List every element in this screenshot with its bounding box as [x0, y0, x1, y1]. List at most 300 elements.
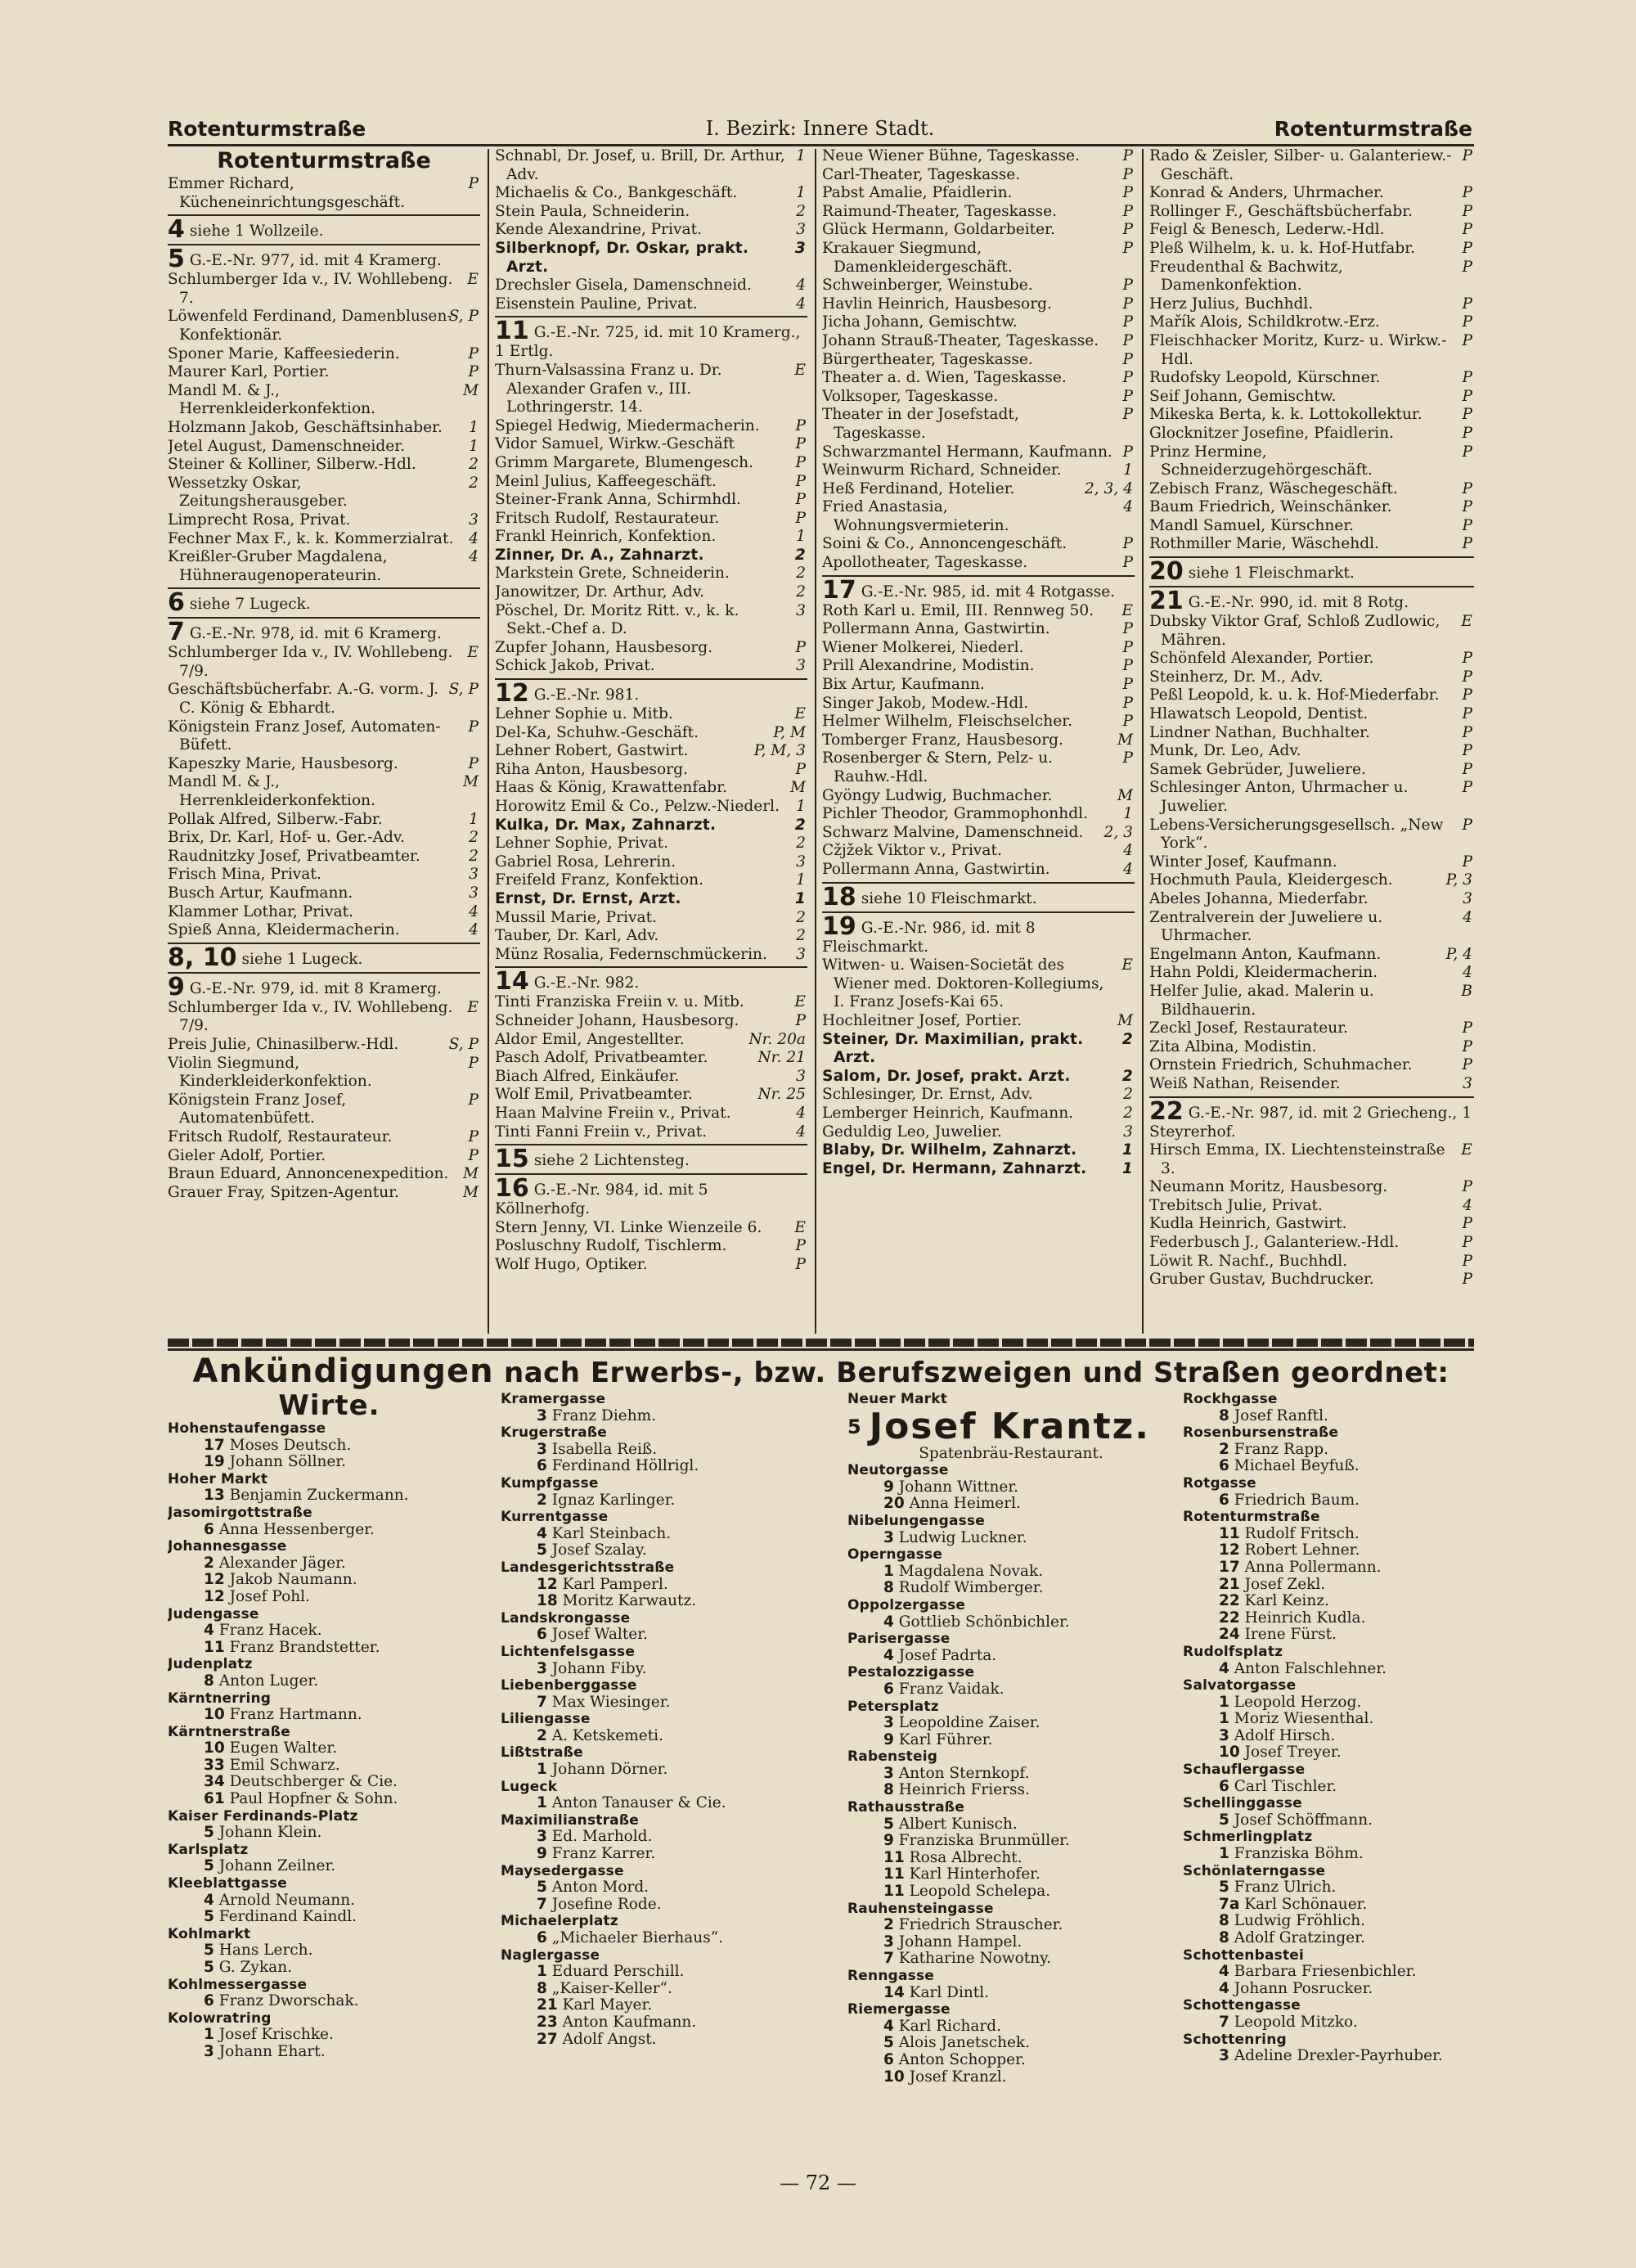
ad-street-name: Hohenstaufengasse [168, 1420, 326, 1437]
ad-house-number: 14 [883, 1983, 905, 2001]
house-note: G.-E.-Nr. 984, id. mit 5 Köllnerhofg. [495, 1181, 708, 1218]
ad-street-name: Rockhgasse [1183, 1391, 1278, 1407]
entry-floor-mark: 2 [796, 565, 806, 583]
entry-floor-mark: 2 [796, 583, 806, 601]
ad-street-name: Naglergasse [501, 1946, 600, 1964]
entry-text: Pleß Wilhelm, k. u. k. Hof-Hutfabr. [1149, 239, 1416, 257]
directory-entry [822, 388, 1135, 407]
directory-entry [1149, 388, 1474, 407]
ad-listing [1183, 2014, 1474, 2032]
entry-floor-mark: 2 [1123, 1104, 1133, 1122]
ad-house-number: 8 [1219, 1929, 1229, 1946]
ad-house-number: 33 [204, 1756, 225, 1774]
ad-house-number: 5 [883, 2034, 894, 2052]
entry-floor-mark: M [462, 1183, 479, 1201]
entry-floor-mark: P [1462, 498, 1472, 516]
house-note: G.-E.-Nr. 987, id. mit 2 Griecheng., 1 Steyrerhof. [1149, 1104, 1472, 1141]
ad-house-number: 6 [204, 1520, 214, 1538]
entry-floor-mark: P [795, 453, 806, 471]
entry-floor-mark: 3 [796, 601, 806, 619]
ad-house-number: 17 [1219, 1558, 1240, 1576]
entry-floor-mark: 1 [794, 889, 806, 907]
entry-text: Kulka, Dr. Max, Zahnarzt. [495, 816, 717, 834]
ad-street-name: Johannesgasse [168, 1538, 287, 1555]
entry-floor-mark: 4 [1123, 860, 1133, 878]
entry-text: Mařík Alois, Schildkrotw.-Erz. [1149, 313, 1380, 331]
directory-entry [1149, 369, 1474, 388]
house-number-header [168, 588, 480, 618]
ad-name: Leopold Herzog. [1234, 1693, 1362, 1711]
ad-listing [847, 1715, 1175, 1732]
directory-entry [822, 1141, 1135, 1160]
directory-entry [822, 1160, 1135, 1179]
ad-listing [1183, 1458, 1474, 1475]
ad-street-name: Neuer Markt [847, 1391, 948, 1407]
directory-entry [495, 742, 807, 761]
directory-column-1 [168, 147, 480, 1335]
directory-entry [822, 461, 1135, 480]
entry-floor-mark: E [794, 1218, 806, 1236]
entry-text: Braun Eduard, Annoncenexpedition. [168, 1165, 449, 1183]
ad-house-number: 5 [204, 1857, 214, 1875]
entry-text: Wolf Hugo, Optiker. [495, 1255, 648, 1273]
directory-entry [168, 1055, 480, 1091]
ad-name: Franz Brandstetter. [229, 1638, 380, 1656]
entry-floor-mark: P [1462, 1234, 1472, 1252]
directory-entry [495, 602, 807, 639]
entry-floor-mark: P [1462, 369, 1472, 387]
ad-name: Eugen Walter. [229, 1739, 338, 1757]
ad-street-name: Rotenturmstraße [1183, 1509, 1320, 1526]
entry-floor-mark: Nr. 21 [757, 1049, 806, 1067]
entry-separator [168, 587, 480, 589]
ad-street-name: Schellinggasse [1183, 1795, 1302, 1812]
directory-entry [822, 313, 1135, 332]
directory-entry [168, 271, 480, 308]
entry-text: Vidor Samuel, Wirkw.-Geschäft [495, 435, 735, 453]
column-divider [815, 149, 816, 1334]
entry-floor-mark: P [1462, 1178, 1472, 1196]
directory-entry [495, 853, 807, 872]
ad-name: Josef Ranftl. [1234, 1406, 1328, 1424]
ad-listing [847, 1782, 1175, 1799]
directory-entry [168, 999, 480, 1036]
directory-entry [495, 565, 807, 583]
entry-text: Johann Strauß-Theater, Tageskasse. [822, 331, 1099, 349]
directory-entry [168, 921, 480, 940]
entry-text: Lebens-Versicherungsgesellsch. „New York“. [1149, 816, 1444, 853]
entry-floor-mark: P [1462, 1271, 1472, 1289]
entry-floor-mark: Nr. 25 [757, 1086, 806, 1104]
directory-entry [168, 681, 480, 718]
ads-heading-rest: nach Erwerbs-, bzw. Berufszweigen und Straßen geordnet: [503, 1357, 1449, 1389]
ad-name: Gottlieb Schönbichler. [898, 1613, 1070, 1631]
entry-text: Schlesinger Anton, Uhrmacher u. Juwelier. [1149, 779, 1409, 815]
featured-house-number: 5 [847, 1415, 863, 1438]
directory-column-3 [822, 147, 1135, 1335]
directory-entry [822, 749, 1135, 786]
ad-street-name: Kohlmarkt [168, 1925, 251, 1942]
directory-entry [822, 695, 1135, 713]
entry-text: Salom, Dr. Josef, prakt. Arzt. [822, 1067, 1071, 1085]
entry-floor-mark: 1 [1121, 1141, 1133, 1159]
entry-text: Roth Karl u. Emil, III. Rennweg 50. [822, 601, 1094, 619]
directory-entry [822, 824, 1135, 843]
ad-house-number: 3 [883, 1528, 894, 1546]
ad-house-number: 1 [537, 1761, 547, 1779]
house-number: 4 [168, 215, 185, 245]
house-number-header [495, 1145, 807, 1174]
entry-text: Neumann Moritz, Hausbesorg. [1149, 1178, 1388, 1196]
ad-street-name: Kärntnerstraße [168, 1723, 290, 1740]
ad-house-number: 20 [883, 1495, 905, 1513]
entry-floor-mark: P [1122, 676, 1133, 694]
ad-name: Karl Keinz. [1244, 1592, 1329, 1610]
entry-floor-mark: E [467, 271, 479, 289]
entry-floor-mark: P, M [773, 723, 806, 741]
ad-house-number: 5 [204, 1959, 214, 1976]
ad-house-number: 2 [1219, 1440, 1229, 1458]
house-note: siehe 1 Lugeck. [241, 950, 363, 968]
ad-house-number: 5 [204, 1942, 214, 1960]
ad-listing [1183, 1981, 1474, 1998]
ad-listing [501, 1627, 821, 1644]
ad-name: Isabella Reiß. [551, 1440, 658, 1458]
entry-text: Dubsky Viktor Graf, Schloß Zudlowic, Mähren. [1149, 613, 1440, 649]
directory-entry [822, 1012, 1135, 1031]
entry-floor-mark: P, M, 3 [753, 742, 806, 760]
directory-entry [495, 1105, 807, 1123]
directory-entry [495, 583, 807, 602]
entry-floor-mark: 3 [796, 945, 806, 963]
entry-text: Steiner, Dr. Maximilian, prakt. Arzt. [822, 1030, 1084, 1067]
ad-name: Adolf Gratzinger. [1234, 1929, 1365, 1946]
entry-text: Bix Artur, Kaufmann. [822, 676, 985, 694]
ad-listing [168, 1640, 491, 1657]
ad-listing [1183, 1930, 1474, 1947]
ad-house-number: 8 [537, 1979, 547, 1997]
ad-listing [168, 1707, 491, 1724]
ad-name: Anton Tanauser & Cie. [551, 1794, 726, 1812]
ad-name: Josef Krischke. [218, 2026, 334, 2044]
featured-name: Josef Krantz. [869, 1405, 1150, 1447]
house-note: siehe 1 Wollzeile. [189, 223, 324, 241]
ad-name: Leopoldine Zaiser. [898, 1714, 1040, 1732]
entry-text: Helfer Julie, akad. Malerin u. Bildhauerin. [1149, 982, 1374, 1019]
ad-listing [1183, 1711, 1474, 1728]
entry-text: Baum Friedrich, Weinschänker. [1149, 498, 1392, 516]
entry-text: Rudofsky Leopold, Kürschner. [1149, 369, 1381, 387]
ad-street-name: Judenplatz [168, 1656, 253, 1673]
ad-house-number: 7 [537, 1693, 547, 1711]
entry-floor-mark: P [1462, 479, 1472, 497]
directory-entry [822, 861, 1135, 880]
directory-entry [495, 528, 807, 547]
ad-house-number: 4 [1219, 1963, 1229, 1981]
entry-floor-mark: M [462, 773, 479, 791]
ad-name: Johann Klein. [218, 1824, 322, 1842]
entry-floor-mark: 1 [469, 418, 479, 436]
ad-name: Josef Kranzl. [909, 2068, 1007, 2086]
ad-house-number: 10 [1219, 1744, 1240, 1762]
entry-floor-mark: P [1462, 816, 1472, 834]
ad-name: Johann Wittner. [898, 1478, 1019, 1496]
entry-text: Königstein Franz Josef, Automatenbüfett. [168, 1091, 347, 1127]
directory-entry [1149, 203, 1474, 222]
directory-entry [822, 1031, 1135, 1068]
entry-text: Jetel August, Damenschneider. [168, 437, 406, 455]
entry-text: Preis Julie, Chinasilberw.-Hdl. [168, 1035, 399, 1053]
ad-house-number: 5 [1219, 1811, 1229, 1829]
entry-text: Hirsch Emma, IX. Liechtensteinstraße 3. [1149, 1141, 1445, 1177]
ad-name: Leopold Mitzko. [1234, 2013, 1358, 2031]
ad-name: Eduard Perschill. [551, 1963, 685, 1981]
directory-entry [822, 203, 1135, 222]
entry-floor-mark: P [1122, 147, 1133, 164]
entry-text: Klammer Lothar, Privat. [168, 902, 354, 920]
house-note: G.-E.-Nr. 986, id. mit 8 Fleischmarkt. [822, 919, 1036, 956]
directory-entry [1149, 817, 1474, 853]
directory-entry [1149, 295, 1474, 314]
ad-street-name: Neutorgasse [847, 1462, 949, 1479]
ad-listing [501, 1492, 821, 1510]
entry-text: Raimund-Theater, Tageskasse. [822, 202, 1058, 220]
ad-name: Ed. Marhold. [551, 1828, 653, 1846]
ad-name: Johann Fiby. [551, 1659, 647, 1677]
ad-street-name: Rotgasse [1183, 1474, 1256, 1492]
entry-text: Prill Alexandrine, Modistin. [822, 657, 1035, 675]
entry-text: Pichler Theodor, Grammophonhdl. [822, 805, 1088, 823]
entry-text: Kudla Heinrich, Gastwirt. [1149, 1215, 1347, 1233]
entry-floor-mark: 1 [796, 184, 806, 202]
house-note: G.-E.-Nr. 985, id. mit 4 Rotgasse. [861, 583, 1116, 601]
entry-floor-mark: M [462, 1165, 479, 1183]
entry-text: Schweinberger, Weinstube. [822, 277, 1033, 295]
directory-entry [168, 1091, 480, 1128]
entry-floor-mark: P [1462, 295, 1472, 313]
entry-separator [495, 1173, 807, 1175]
entry-text: Federbusch J., Galanteriew.-Hdl. [1149, 1234, 1400, 1252]
ad-house-number: 5 [204, 1824, 214, 1842]
ad-listing [501, 1930, 821, 1947]
directory-entry [822, 713, 1135, 731]
house-number-header [495, 679, 807, 709]
ad-name: „Michaeler Bierhaus“. [551, 1929, 724, 1946]
ad-name: Moriz Wiesenthal. [1234, 1710, 1374, 1728]
entry-separator [1149, 586, 1474, 587]
entry-floor-mark: E [1121, 956, 1133, 974]
entry-floor-mark: P [1462, 221, 1472, 239]
ad-listing [847, 1850, 1175, 1867]
ad-street-name: Operngasse [847, 1546, 943, 1564]
entry-floor-mark: P [1122, 638, 1133, 656]
entry-floor-mark: P [468, 1054, 479, 1072]
ad-listing [168, 1757, 491, 1775]
entry-text: Geschäftsbücherfabr. A.-G. vorm. J. C. König & Ebhardt. [168, 681, 439, 718]
house-number-header [1149, 557, 1474, 587]
directory-entry [822, 240, 1135, 277]
entry-text: Königstein Franz Josef, Automaten-Büfett. [168, 718, 441, 754]
house-note: siehe 10 Fleischmarkt. [861, 889, 1037, 907]
ad-listing [1183, 1913, 1474, 1930]
ad-listing [847, 1530, 1175, 1547]
ad-street-name: Parisergasse [847, 1631, 951, 1648]
entry-floor-mark: P [1122, 184, 1133, 202]
entry-floor-mark: 4 [796, 1104, 806, 1122]
entry-floor-mark: P [1122, 620, 1133, 638]
entry-text: Weinwurm Richard, Schneider. [822, 461, 1062, 479]
entry-text: Aldor Emil, Angestellter. [495, 1030, 685, 1048]
entry-text: Rollinger F., Geschäftsbücherfabr. [1149, 202, 1414, 220]
ad-listing [168, 1740, 491, 1757]
directory-entry [168, 438, 480, 457]
directory-entry [168, 548, 480, 585]
entry-floor-mark: E [1461, 613, 1472, 631]
entry-floor-mark: M [1117, 731, 1133, 749]
directory-entry [495, 240, 807, 277]
ad-street-name: Liebenberggasse [501, 1677, 637, 1694]
ad-listing [847, 2035, 1175, 2052]
entry-floor-mark: E [467, 644, 479, 662]
house-number-header [168, 972, 480, 1001]
directory-entry [168, 345, 480, 364]
ad-listing [501, 1593, 821, 1610]
ad-listing [168, 1487, 491, 1505]
directory-entry [495, 1086, 807, 1105]
directory-entry [822, 956, 1135, 1012]
entry-floor-mark: P [1122, 443, 1133, 461]
entry-floor-mark: 1 [1121, 1159, 1133, 1177]
ad-house-number: 11 [204, 1638, 225, 1656]
entry-text: Engel, Dr. Hermann, Zahnarzt. [822, 1159, 1087, 1177]
entry-text: Zupfer Johann, Hausbesorg. [495, 638, 713, 656]
entry-text: Hochmuth Paula, Kleidergesch. [1149, 871, 1393, 889]
entry-floor-mark: P [1462, 723, 1472, 741]
ad-name: Albert Kunisch. [898, 1815, 1018, 1833]
ad-name: Franz Diehm. [551, 1406, 657, 1424]
entry-text: Havlin Heinrich, Hausbesorg. [822, 295, 1052, 313]
house-number: 8, 10 [168, 943, 237, 972]
ad-house-number: 6 [1219, 1457, 1229, 1475]
ads-column-2 [501, 1391, 821, 2127]
directory-entry [822, 1105, 1135, 1123]
header-left: Rotenturmstraße [168, 116, 366, 141]
directory-entry [495, 435, 807, 454]
entry-text: Mandl M. & J., Herrenkleiderkonfektion. [168, 773, 376, 810]
entry-floor-mark: 3 [469, 866, 479, 884]
house-number: 5 [168, 245, 185, 274]
entry-text: Feigl & Benesch, Lederw.-Hdl. [1149, 221, 1385, 239]
directory-entry [1149, 668, 1474, 687]
ad-listing [847, 1883, 1175, 1901]
directory-entry [495, 909, 807, 928]
entry-floor-mark: 2 [796, 927, 806, 945]
directory-entry [495, 147, 807, 184]
ad-listing [168, 1454, 491, 1471]
ad-street-name: Nibelungengasse [847, 1512, 985, 1529]
directory-entry [495, 277, 807, 295]
entry-floor-mark: P [1462, 779, 1472, 797]
ad-name: Ludwig Luckner. [898, 1528, 1027, 1546]
ads-category-title: Wirte. [278, 1391, 380, 1422]
ad-name: Anton Schopper. [898, 2050, 1026, 2068]
ad-house-number: 7 [537, 1895, 547, 1913]
entry-floor-mark: S, P [448, 1035, 479, 1053]
directory-entry [1149, 871, 1474, 890]
ad-name: Arnold Neumann. [218, 1891, 355, 1909]
ad-house-number: 4 [1219, 1659, 1229, 1677]
directory-entry [1149, 517, 1474, 536]
entry-text: Hochleitner Josef, Portier. [822, 1011, 1022, 1029]
ad-name: Katharine Nowotny. [898, 1950, 1052, 1968]
entry-text: Tomberger Franz, Hausbesorg. [822, 731, 1063, 749]
entry-floor-mark: P [1462, 853, 1472, 871]
entry-floor-mark: P [1122, 694, 1133, 712]
ad-listing [168, 1993, 491, 2010]
directory-entry [1149, 1038, 1474, 1057]
entry-text: Helmer Wilhelm, Fleischselcher. [822, 713, 1073, 731]
house-note: siehe 7 Lugeck. [189, 596, 311, 614]
ad-name: „Kaiser-Keller“. [551, 1979, 672, 1997]
directory-entry [168, 755, 480, 774]
section-divider [168, 1339, 1474, 1347]
entry-floor-mark: 2 [794, 816, 806, 834]
house-number-header [168, 215, 480, 245]
entry-text: Schick Jakob, Privat. [495, 657, 655, 675]
entry-floor-mark: P [468, 1127, 479, 1145]
directory-entry [495, 761, 807, 780]
entry-floor-mark: 1 [796, 147, 806, 164]
entry-floor-mark: 2 [469, 847, 479, 865]
ad-name: Josef Walter. [551, 1626, 648, 1644]
ad-street-name: Renngasse [847, 1968, 935, 1984]
entry-text: Schlesinger, Dr. Ernst, Adv. [822, 1086, 1033, 1104]
directory-entry [495, 547, 807, 565]
ad-street-name: Lichtenfelsgasse [501, 1643, 636, 1660]
house-number-header [168, 943, 480, 972]
entry-separator [168, 214, 480, 216]
house-number: 22 [1149, 1096, 1184, 1126]
entry-floor-mark: P [1462, 387, 1472, 405]
entry-text: Spiegel Hedwig, Miedermacherin. [495, 416, 760, 434]
house-number-header [822, 882, 1135, 911]
ad-listing [168, 1622, 491, 1640]
ad-listing [168, 1572, 491, 1589]
ad-listing [847, 1816, 1175, 1834]
entry-floor-mark: 4 [1123, 498, 1133, 516]
ad-name: Anton Falschlehner. [1234, 1659, 1387, 1677]
directory-entry [1149, 650, 1474, 668]
house-number: 20 [1149, 557, 1184, 587]
ad-house-number: 3 [204, 2042, 214, 2060]
ad-house-number: 8 [1219, 1406, 1229, 1424]
entry-floor-mark: 3 [469, 511, 479, 529]
page-number: — 72 — [780, 2171, 856, 2194]
directory-entry [168, 1165, 480, 1184]
ad-house-number: 5 [537, 1541, 547, 1559]
ad-name: Franz Rapp. [1234, 1440, 1328, 1458]
entry-floor-mark: P [1122, 331, 1133, 349]
entry-floor-mark: P [1462, 650, 1472, 668]
entry-text: Schlumberger Ida v., IV. Wohllebeng. 7. [168, 271, 453, 307]
ad-house-number: 1 [204, 2026, 214, 2044]
ad-house-number: 3 [1219, 1726, 1229, 1744]
entry-floor-mark: 1 [1123, 461, 1133, 479]
directory-entry [1149, 313, 1474, 332]
entry-floor-mark: P [1122, 387, 1133, 405]
directory-entry [1149, 240, 1474, 259]
house-number: 21 [1149, 587, 1184, 616]
